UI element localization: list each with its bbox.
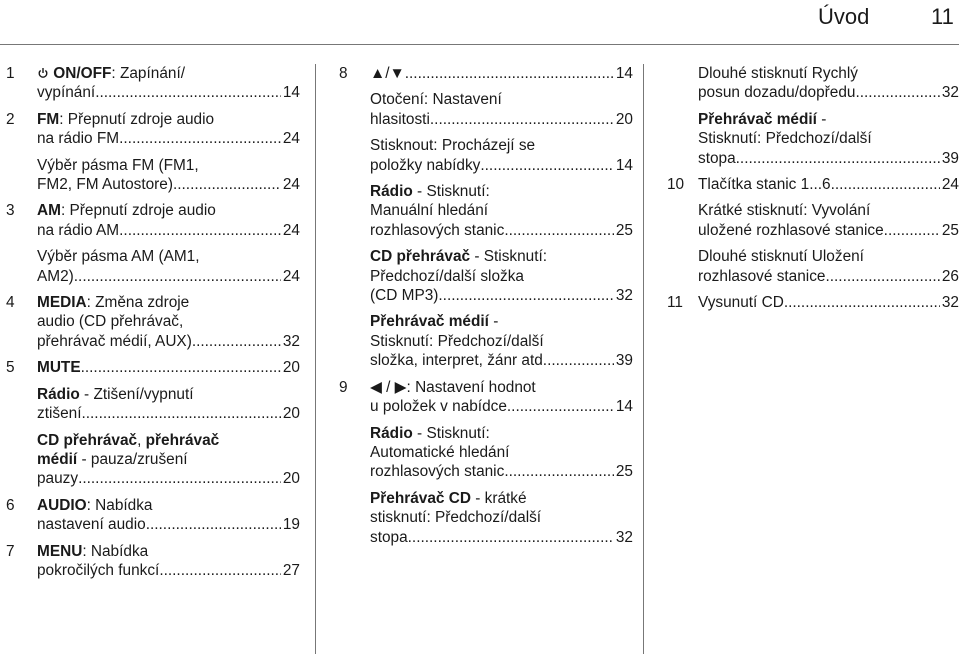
entry-text: : Nastavení hodnot [406, 378, 536, 396]
entry-text: pokročilých funkcí [37, 561, 160, 579]
page-ref: 32 [615, 528, 633, 546]
entry-text: hlasitosti [370, 110, 430, 128]
entry-10-station-buttons [661, 175, 959, 194]
entry-label: CD přehrávač [37, 431, 138, 449]
entry-7-menu [0, 542, 300, 581]
index-column-1 [0, 64, 300, 587]
entry-text: vypínání [37, 84, 96, 102]
entry-label: ON/OFF [53, 65, 112, 82]
sub-entry-cd-track [333, 489, 633, 547]
entry-text: Tlačítka stanic 1...6 [698, 176, 831, 194]
sub-entry-long-press-store [661, 247, 959, 286]
entry-6-audio [0, 496, 300, 535]
entry-text: / [385, 65, 390, 82]
entry-text: složka, interpret, žánr atd. [370, 352, 548, 370]
entry-text: : Zapínání/ [111, 65, 186, 82]
entry-number: 11 [667, 294, 683, 312]
sub-entry-cd-pause [0, 431, 300, 489]
entry-text: AM2) [37, 267, 74, 285]
page-ref: 39 [941, 149, 959, 167]
page-ref: 14 [282, 84, 300, 102]
page-ref: 14 [615, 398, 633, 416]
column-separator-2 [643, 64, 644, 654]
entry-text: - Stisknutí: [412, 183, 490, 201]
entry-text: : Nabídka [86, 496, 153, 514]
page-ref: 27 [282, 561, 300, 579]
entry-text: stisknutí: Předchozí/další [370, 509, 542, 527]
entry-1-on-off [0, 64, 300, 103]
sub-entry-fm-band [0, 156, 300, 195]
entry-text: stopa [370, 528, 408, 546]
entry-text: - [488, 313, 499, 331]
entry-text: stopa [698, 149, 736, 167]
entry-label: MEDIA [37, 294, 87, 312]
page-ref: 19 [282, 516, 300, 534]
sub-entry-long-press-seek [661, 64, 959, 103]
entry-label: Rádio [37, 385, 80, 403]
entry-label: Přehrávač médií [698, 110, 817, 128]
entry-label: Rádio [370, 424, 413, 442]
sub-entry-radio-manual-search [333, 182, 633, 240]
sub-entry-press [333, 136, 633, 175]
entry-text: Stisknout: Procházejí se [370, 137, 536, 155]
entry-text: Výběr pásma FM (FM1, [37, 156, 199, 174]
entry-label: médií [37, 450, 78, 468]
entry-text: - Stisknutí: [470, 248, 548, 266]
sub-entry-short-press-recall [661, 201, 959, 240]
entry-label: MENU [37, 542, 83, 560]
up-arrow-icon: ▲ [370, 65, 386, 82]
left-arrow-icon: ◀ [370, 378, 382, 396]
entry-text: : Přepnutí zdroje audio [60, 202, 216, 220]
page-ref: 32 [282, 332, 300, 350]
page-ref: 32 [941, 84, 959, 102]
sub-entry-cd-folder [333, 247, 633, 305]
right-arrow-icon: ▶ [394, 378, 407, 396]
entry-text: Automatické hledání [370, 443, 510, 461]
entry-2-fm [0, 110, 300, 149]
entry-8-volume [333, 64, 633, 83]
entry-number: 10 [667, 176, 685, 194]
entry-number: 2 [6, 110, 15, 128]
entry-label: AUDIO [37, 496, 87, 514]
entry-text: Výběr pásma AM (AM1, [37, 248, 200, 266]
entry-text: : Nabídka [82, 542, 149, 560]
entry-label: Přehrávač CD [370, 489, 471, 507]
down-arrow-icon: ▼ [389, 65, 405, 82]
page-ref: 24 [282, 221, 300, 239]
entry-number: 1 [6, 65, 15, 82]
entry-text: na rádio FM [37, 130, 120, 148]
page-ref: 32 [615, 287, 633, 305]
entry-text: u položek v nabídce [370, 398, 507, 416]
page-ref: 14 [615, 156, 633, 174]
entry-text: : Přepnutí zdroje audio [59, 110, 215, 128]
page-ref: 25 [615, 221, 633, 239]
page-ref: 20 [282, 470, 300, 488]
sub-entry-media-track [661, 110, 959, 168]
entry-text: Vysunutí CD [698, 294, 784, 312]
page-ref: 39 [615, 352, 633, 370]
entry-text: nastavení audio [37, 516, 146, 534]
entry-9-seek [333, 378, 633, 417]
entry-label: FM [37, 110, 60, 128]
entry-text: - pauza/zrušení [77, 450, 188, 468]
page-ref: 20 [615, 110, 633, 128]
entry-text: Otočení: Nastavení [370, 91, 502, 109]
entry-4-media [0, 293, 300, 351]
power-icon [37, 65, 49, 82]
index-column-3 [661, 64, 959, 319]
entry-text: Stisknutí: Předchozí/další [370, 332, 544, 350]
sub-entry-rotate [333, 90, 633, 129]
page-ref: 20 [282, 359, 300, 377]
entry-text: uložené rozhlasové stanice [698, 221, 884, 239]
entry-text: rozhlasových stanic [370, 221, 505, 239]
sub-entry-radio-mute [0, 385, 300, 424]
entry-label: CD přehrávač [370, 248, 471, 266]
page-ref: 24 [941, 176, 959, 194]
entry-number: 8 [339, 65, 348, 82]
entry-number: 5 [6, 359, 15, 377]
entry-text: - Stisknutí: [412, 424, 490, 442]
entry-text: Předchozí/další složka [370, 267, 524, 285]
column-separator-1 [315, 64, 316, 654]
entry-label: Přehrávač médií [370, 313, 489, 331]
entry-number: 4 [6, 294, 15, 312]
entry-text: Krátké stisknutí: Vyvolání [698, 202, 871, 220]
entry-text: Dlouhé stisknutí Rychlý [698, 65, 858, 82]
entry-11-eject [661, 293, 959, 312]
entry-text: rozhlasové stanice [698, 267, 826, 285]
entry-text: - Ztišení/vypnutí [79, 385, 194, 403]
entry-5-mute [0, 358, 300, 377]
sub-entry-media-folder [333, 312, 633, 370]
entry-text: audio (CD přehrávač, [37, 313, 184, 331]
page-ref: 26 [941, 267, 959, 285]
entry-label: Rádio [370, 183, 413, 201]
entry-label: přehrávač [145, 431, 220, 449]
page-ref: 32 [941, 294, 959, 312]
page-ref: 24 [282, 267, 300, 285]
entry-text: pauzy [37, 470, 79, 488]
page-ref: 14 [615, 65, 633, 82]
sub-entry-radio-auto-search [333, 424, 633, 482]
entry-text: posun dozadu/dopředu [698, 84, 856, 102]
entry-number: 3 [6, 202, 15, 220]
entry-text: / [381, 378, 395, 396]
page-ref: 24 [282, 176, 300, 194]
page-ref: 24 [282, 130, 300, 148]
entry-text: - [816, 110, 827, 128]
entry-text: rozhlasových stanic [370, 463, 505, 481]
entry-text: (CD MP3) [370, 287, 439, 305]
entry-label: MUTE [37, 359, 81, 377]
sub-entry-am-band [0, 247, 300, 286]
entry-text: ztišení [37, 405, 82, 423]
entry-text: položky nabídky [370, 156, 481, 174]
entry-text: na rádio AM [37, 221, 120, 239]
entry-text: - krátké [470, 489, 527, 507]
index-column-2 [333, 64, 633, 554]
page-number: 11 [931, 4, 954, 29]
entry-text: FM2, FM Autostore) [37, 176, 173, 194]
entry-3-am [0, 201, 300, 240]
page-ref: 25 [615, 463, 633, 481]
entry-text: přehrávač médií, AUX) [37, 332, 192, 350]
entry-text: Stisknutí: Předchozí/další [698, 130, 872, 148]
entry-number: 9 [339, 378, 348, 396]
page-header-title: Úvod [818, 4, 870, 29]
entry-text: , [137, 431, 146, 449]
entry-text: Dlouhé stisknutí Uložení [698, 248, 864, 266]
entry-text: Manuální hledání [370, 202, 489, 220]
page-ref: 20 [282, 405, 300, 423]
entry-number: 7 [6, 542, 15, 560]
entry-text: : Změna zdroje [86, 294, 190, 312]
header-rule [0, 44, 959, 45]
page-ref: 25 [941, 221, 959, 239]
entry-label: AM [37, 202, 61, 220]
entry-number: 6 [6, 496, 15, 514]
